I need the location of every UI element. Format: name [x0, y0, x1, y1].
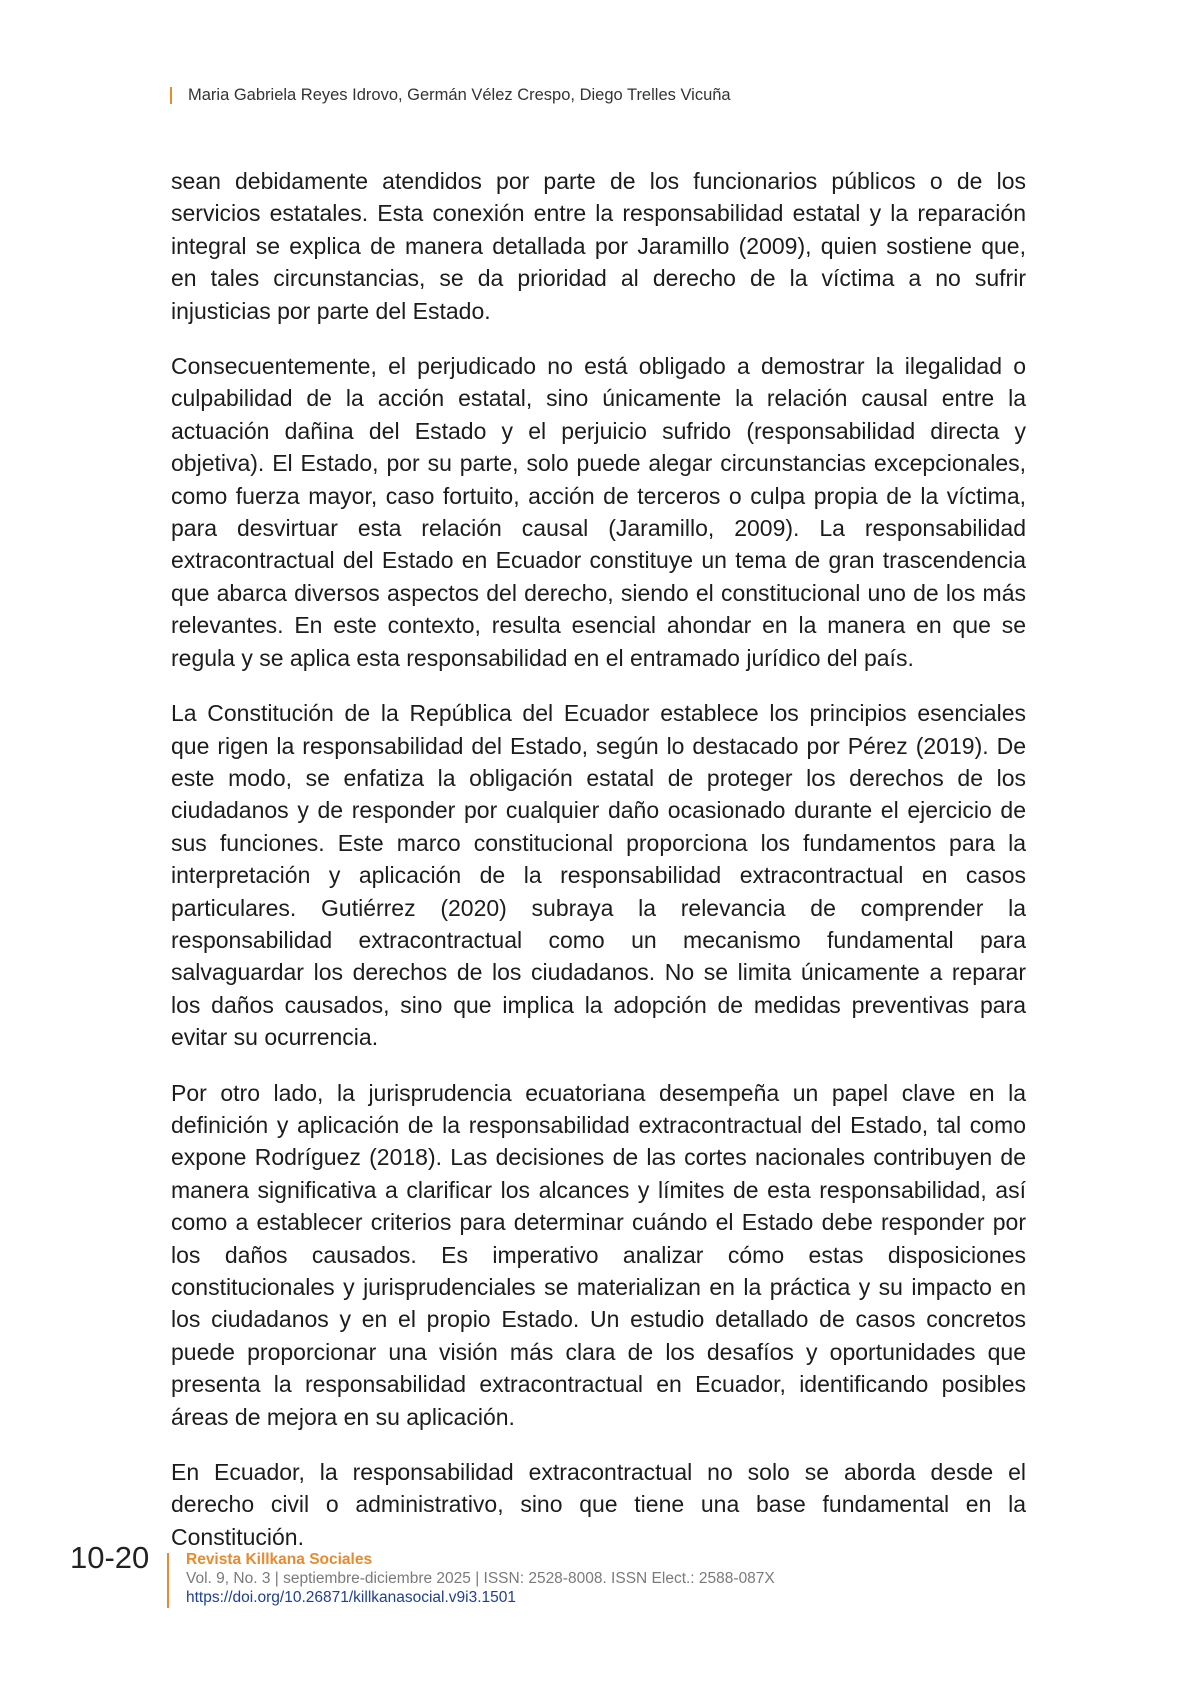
doi-link[interactable]: https://doi.org/10.26871/killkanasocial.v9i3.1501 [186, 1589, 517, 1606]
body-paragraph-4: Por otro lado, la jurisprudencia ecuatoriana desempeña un papel clave en la definición y aplicación de la responsabilidad extracontractual del Estado, tal como expone Rodríguez (2018). Las decisiones de las cortes nacionales contribuyen de manera significativa a clarificar los alcances y límites de esta responsabilidad, así como a establecer criterios para determinar cuándo el Estado debe responder por los daños causados. Es imperativo analizar cómo estas disposiciones constitucionales y jurisprudenciales se materializan en la práctica y su impacto en los ciudadanos y en el propio Estado. Un estudio detallado de casos concretos puede proporcionar una visión más clara de los desafíos y oportunidades que presenta la responsabilidad extracontractual en Ecuador, identificando posibles áreas de mejora en su aplicación. [171, 1079, 1026, 1430]
body-paragraph-3: La Constitución de la República del Ecuador establece los principios esenciales que rigen la responsabilidad del Estado, según lo destacado por Pérez (2019). De este modo, se enfatiza la obligación estatal de proteger los derechos de los ciudadanos y de responder por cualquier daño ocasionado durante el ejercicio de sus funciones. Este marco constitucional proporciona los fundamentos para la interpretación y aplicación de la responsabilidad extracontractual en casos particulares. Gutiérrez (2020) subraya la relevancia de comprender la responsabilidad extracontractual como un mecanismo fundamental para salvaguardar los derechos de los ciudadanos. No se limita únicamente a reparar los daños causados, sino que implica la adopción de medidas preventivas para evitar su ocurrencia. [171, 700, 1026, 1051]
body-paragraph-1: sean debidamente atendidos por parte de los funcionarios públicos o de los servicios estatales. Esta conexión entre la responsabilidad estatal y la reparación integral se explica de manera detallada por Jaramillo (2009), quien sostiene que, en tales circunstancias, se da prioridad al derecho de la víctima a no sufrir injusticias por parte del Estado. [171, 168, 1026, 324]
article-body [171, 165, 1026, 1576]
page-number: 10-20 [70, 1540, 150, 1575]
journal-footer [186, 1550, 775, 1607]
running-header [170, 86, 731, 105]
header-accent-bar [170, 87, 172, 104]
body-paragraph-5: En Ecuador, la responsabilidad extracontractual no solo se aborda desde el derecho civil o administrativo, sino que tiene una base fundamental en la Constitución. [171, 1459, 1026, 1550]
body-paragraph-2: Consecuentemente, el perjudicado no está obligado a demostrar la ilegalidad o culpabilidad de la acción estatal, sino únicamente la relación causal entre la actuación dañina del Estado y el perjuicio sufrido (responsabilidad directa y objetiva). El Estado, por su parte, solo puede alegar circunstancias excepcionales, como fuerza mayor, caso fortuito, acción de terceros o culpa propia de la víctima, para desvirtuar esta relación causal (Jaramillo, 2009). La responsabilidad extracontractual del Estado en Ecuador constituye un tema de gran trascendencia que abarca diversos aspectos del derecho, siendo el constitucional uno de los más relevantes. En este contexto, resulta esencial ahondar en la manera en que se regula y se aplica esta responsabilidad en el entramado jurídico del país. [171, 353, 1026, 671]
journal-issue-info: Vol. 9, No. 3 | septiembre-diciembre 2025 | ISSN: 2528-8008. ISSN Elect.: 2588-087X [186, 1570, 775, 1587]
journal-name: Revista Killkana Sociales [186, 1551, 373, 1568]
header-authors: Maria Gabriela Reyes Idrovo, Germán Vélez Crespo, Diego Trelles Vicuña [188, 86, 731, 104]
footer-accent-bar [167, 1553, 169, 1608]
